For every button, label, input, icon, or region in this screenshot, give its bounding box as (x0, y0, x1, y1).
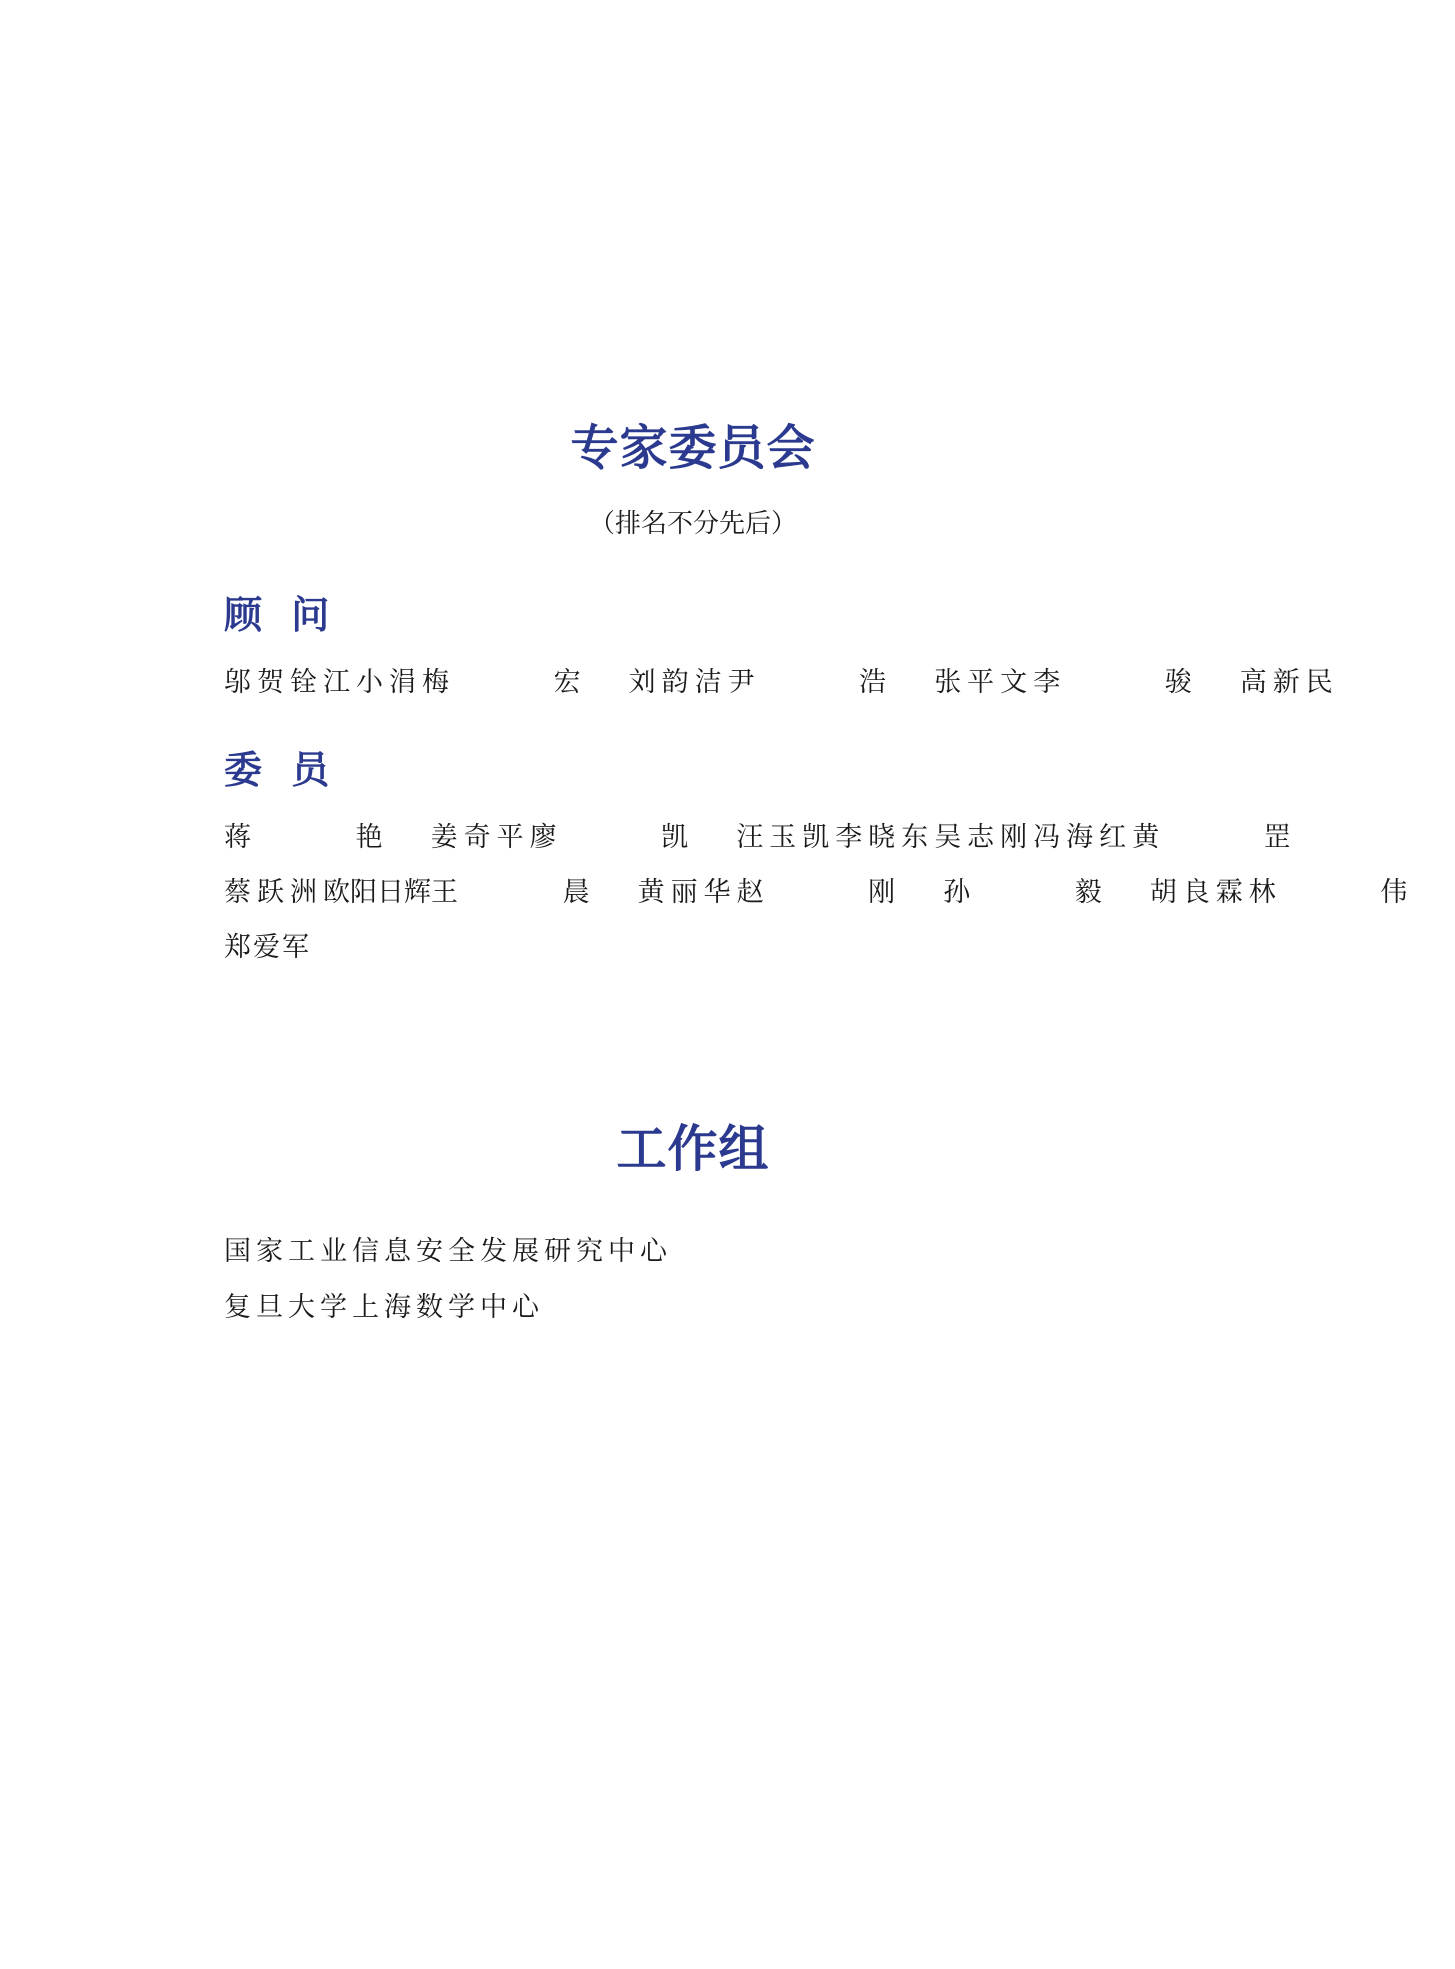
member-name: 廖 凯 (529, 822, 737, 853)
workgroup-title: 工作组 (616, 1120, 770, 1178)
committee-title: 专家委员会 (570, 420, 816, 476)
workgroup-org-list (224, 1224, 672, 1336)
advisor-name: 梅 宏 (422, 667, 629, 698)
advisor-name: 李 骏 (1033, 667, 1240, 698)
member-name: 冯海红 (1033, 822, 1133, 853)
member-name: 王 晨 (431, 877, 638, 908)
member-name: 欧阳日辉 (323, 877, 431, 908)
member-name: 郑爱军 (224, 932, 311, 963)
member-name: 姜奇平 (430, 822, 530, 853)
member-name: 胡良霖 (1149, 877, 1249, 908)
advisor-name: 江小涓 (323, 667, 422, 698)
member-name: 李晓东 (835, 822, 935, 853)
committee-note: （排名不分先后） (588, 509, 797, 539)
member-name: 黄丽华 (637, 877, 737, 908)
member-name: 孙 毅 (943, 877, 1150, 908)
advisor-name: 高新民 (1239, 667, 1339, 698)
member-name: 赵 刚 (736, 877, 944, 908)
members-heading: 委 员 (224, 748, 338, 792)
members-names-row (224, 873, 1455, 913)
advisor-name: 张平文 (934, 667, 1034, 698)
member-name: 吴志刚 (934, 822, 1034, 853)
advisors-names (224, 663, 1339, 703)
advisors-heading: 顾 问 (224, 593, 338, 637)
advisor-name: 尹 浩 (727, 667, 935, 698)
member-name: 汪玉凯 (736, 822, 836, 853)
members-names-row (224, 928, 1164, 968)
member-name: 蒋 艳 (224, 822, 431, 853)
advisor-name: 邬贺铨 (224, 667, 323, 698)
members-names-row (224, 818, 1339, 858)
workgroup-org: 复旦大学上海数学中心 (224, 1292, 544, 1323)
workgroup-org: 国家工业信息安全发展研究中心 (224, 1236, 672, 1267)
member-name: 林 伟 (1248, 877, 1455, 908)
member-name: 蔡跃洲 (224, 877, 323, 908)
member-name: 黄 罡 (1132, 822, 1339, 853)
advisor-name: 刘韵洁 (628, 667, 728, 698)
